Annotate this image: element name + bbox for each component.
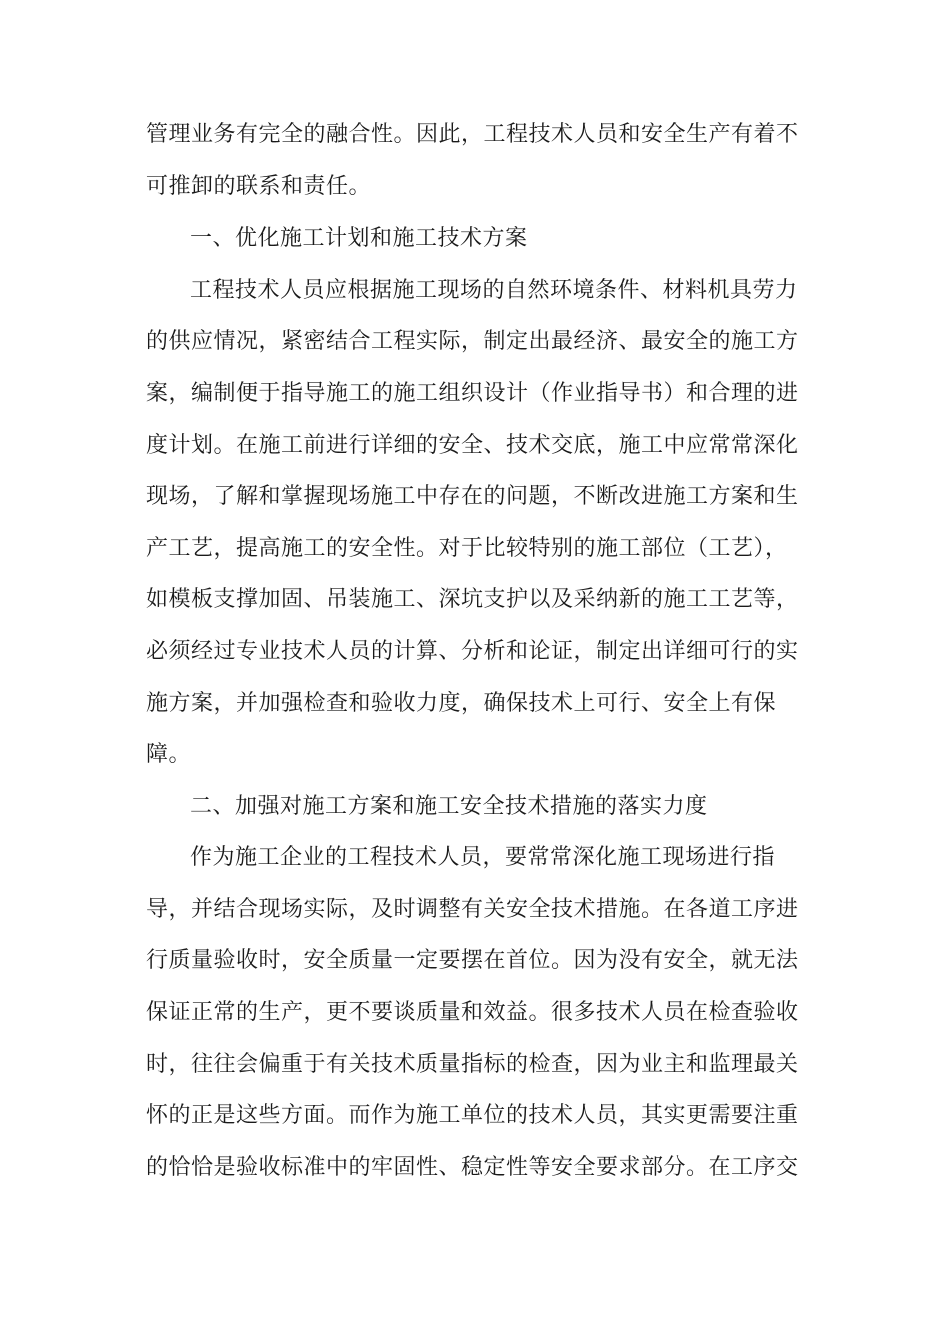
paragraph-line: 必须经过专业技术人员的计算、分析和论证，制定出详细可行的实 (146, 639, 799, 664)
paragraph-line: 施方案，并加强检查和验收力度，确保技术上可行、安全上有保 (146, 691, 777, 716)
section-heading-2: 二、加强对施工方案和施工安全技术措施的落实力度 (190, 794, 708, 819)
paragraph-line: 的恰恰是验收标准中的牢固性、稳定性等安全要求部分。在工序交 (146, 1155, 799, 1180)
paragraph-line: 导，并结合现场实际，及时调整有关安全技术措施。在各道工序进 (146, 897, 799, 922)
paragraph-line: 度计划。在施工前进行详细的安全、技术交底，施工中应常常深化 (146, 433, 799, 458)
paragraph-line: 时，往往会偏重于有关技术质量指标的检查，因为业主和监理最关 (146, 1052, 799, 1077)
paragraph-line: 保证正常的生产，更不要谈质量和效益。很多技术人员在检查验收 (146, 1000, 799, 1025)
paragraph-line: 作为施工企业的工程技术人员，要常常深化施工现场进行指 (190, 845, 776, 870)
paragraph-line: 障。 (146, 742, 192, 767)
section-heading-1: 一、优化施工计划和施工技术方案 (190, 226, 528, 251)
paragraph-line: 可推卸的联系和责任。 (146, 174, 372, 199)
paragraph-line: 怀的正是这些方面。而作为施工单位的技术人员，其实更需要注重 (146, 1103, 799, 1128)
paragraph-line: 的供应情况，紧密结合工程实际，制定出最经济、最安全的施工方 (146, 329, 799, 354)
paragraph-line: 工程技术人员应根据施工现场的自然环境条件、材料机具劳力 (190, 278, 798, 303)
paragraph-line: 行质量验收时，安全质量一定要摆在首位。因为没有安全，就无法 (146, 948, 799, 973)
paragraph-line: 管理业务有完全的融合性。因此，工程技术人员和安全生产有着不 (146, 122, 799, 147)
paragraph-line: 现场，了解和掌握现场施工中存在的问题，不断改进施工方案和生 (146, 484, 799, 509)
paragraph-line: 如模板支撑加固、吊装施工、深坑支护以及采纳新的施工工艺等， (146, 587, 799, 612)
paragraph-line: 产工艺，提高施工的安全性。对于比较特别的施工部位（工艺）， (146, 536, 788, 561)
paragraph-line: 案，编制便于指导施工的施工组织设计（作业指导书）和合理的进 (146, 381, 799, 406)
